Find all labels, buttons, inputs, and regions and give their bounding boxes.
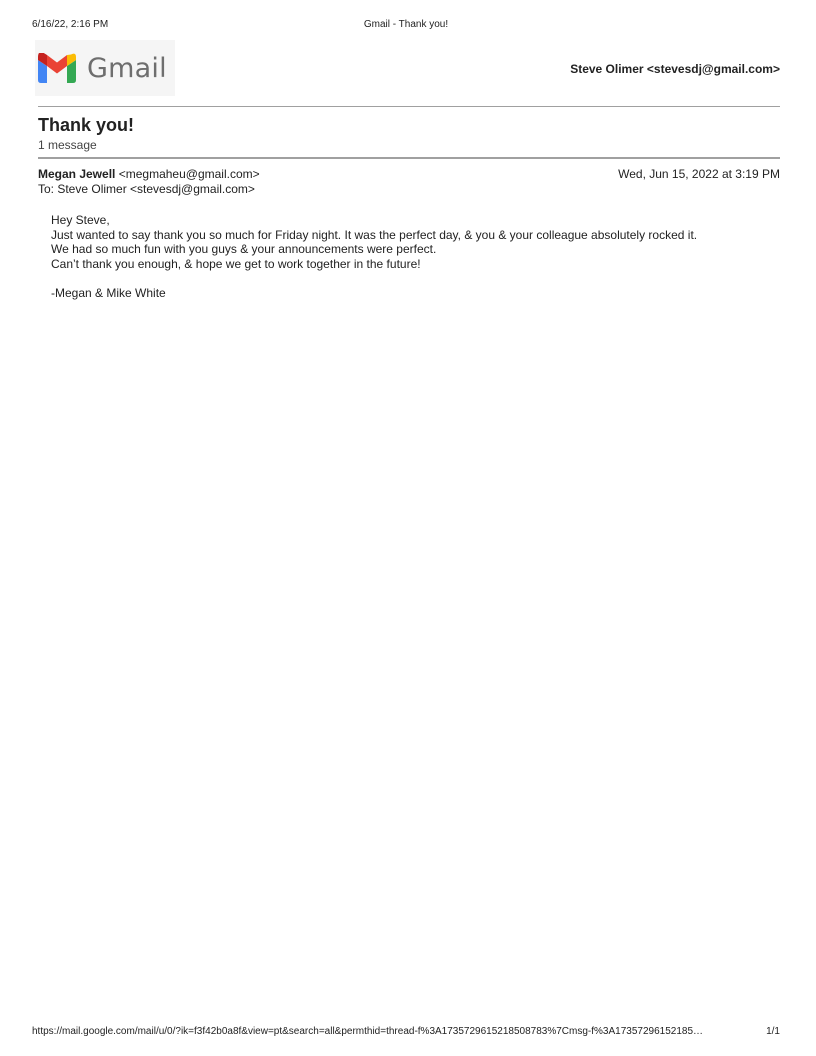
body-greeting: Hey Steve, [51, 213, 110, 227]
message-date: Wed, Jun 15, 2022 at 3:19 PM [618, 167, 780, 181]
message-body [51, 213, 697, 300]
sender-name: Megan Jewell [38, 167, 116, 181]
message-from [38, 167, 260, 181]
thread-divider [38, 157, 780, 159]
gmail-logo [35, 40, 175, 96]
header-divider [38, 106, 780, 107]
message-recipient: To: Steve Olimer <stevesdj@gmail.com> [38, 182, 255, 196]
account-label: Steve Olimer <stevesdj@gmail.com> [570, 62, 780, 76]
body-spacer [51, 271, 697, 286]
body-line: Can’t thank you enough, & hope we get to work together in the future! [51, 256, 421, 271]
body-signature: -Megan & Mike White [51, 285, 166, 300]
sender-email: <megmaheu@gmail.com> [118, 167, 260, 181]
thread-subject: Thank you! [38, 115, 135, 135]
message-count: 1 message [38, 138, 97, 152]
body-line: We had so much fun with you guys & your announcements were perfect. [51, 242, 437, 256]
print-title: Gmail - Thank you! [363, 19, 449, 30]
print-page-number: 1/1 [766, 1026, 780, 1037]
print-url: https://mail.google.com/mail/u/0/?ik=f3f42b0a8f&view=pt&search=all&permthid=thread-f%3A1735729615218508783%7Cmsg-f%3A17357296152185… [32, 1026, 704, 1037]
body-line: Just wanted to say thank you so much for Friday night. It was the perfect day, & you & your colleague absolutely rocked it. [51, 227, 698, 242]
print-header [32, 19, 780, 33]
gmail-wordmark: Gmail [87, 53, 167, 84]
print-footer [32, 1026, 780, 1040]
gmail-m-icon [38, 53, 76, 83]
print-date: 6/16/22, 2:16 PM [32, 19, 109, 30]
